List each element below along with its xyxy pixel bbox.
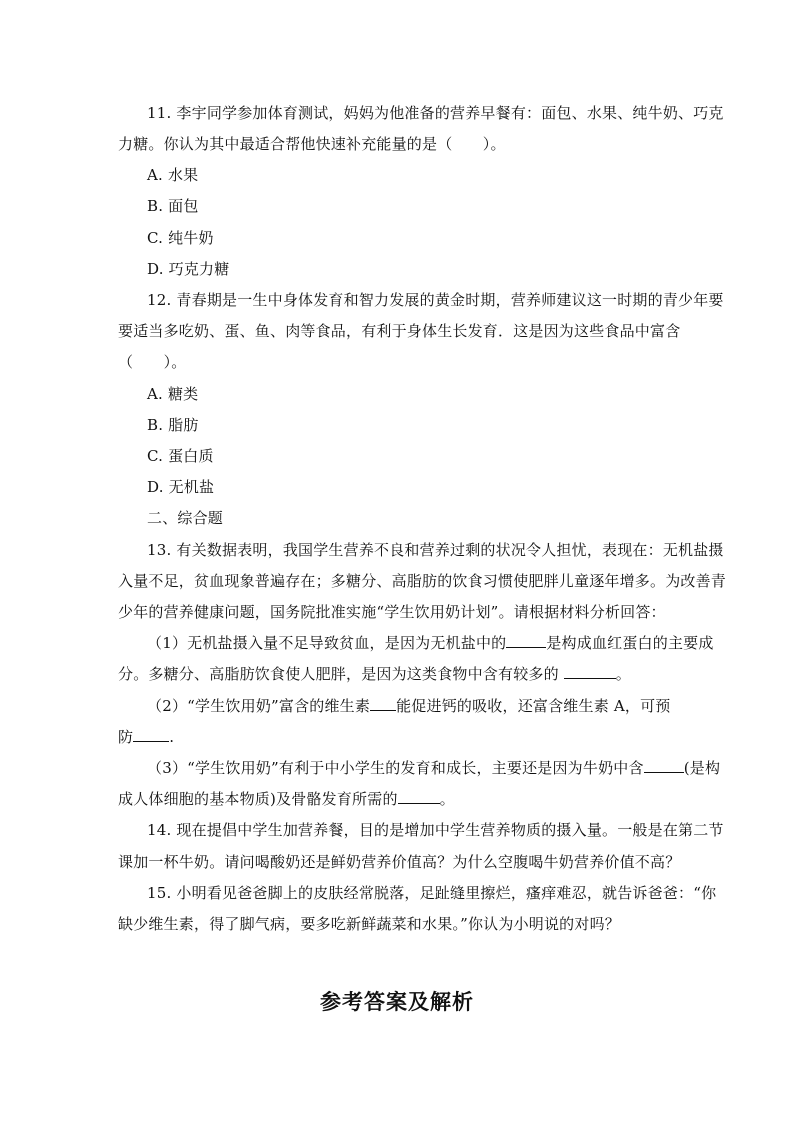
q11-option-d: D. 巧克力糖 — [147, 260, 230, 278]
q13-part2-text-b: 能促进钙的吸收，还富含维生素 A，可预 — [396, 697, 671, 715]
answer-blank — [644, 758, 684, 773]
answer-blank — [398, 789, 440, 804]
q13-part3-line2 — [118, 789, 455, 809]
q13-part1-line2 — [118, 664, 631, 684]
q15-line1: 15. 小明看见爸爸脚上的皮肤经常脱落，足趾缝里擦烂，瘙痒难忍，就告诉爸爸：“你 — [147, 884, 717, 902]
q13-part3-line1 — [147, 758, 720, 778]
q12-line1: 12. 青春期是一生中身体发育和智力发展的黄金时期，营养师建议这一时期的青少年要 — [147, 291, 724, 309]
q12-option-a: A. 糖类 — [147, 385, 199, 403]
q13-part1-text-a: （1）无机盐摄入量不足导致贫血，是因为无机盐中的 — [147, 634, 507, 652]
q13-part2-text-c: 防 — [118, 728, 134, 746]
q13-part3-text-b: (是构 — [683, 759, 721, 777]
q12-option-b: B. 脂肪 — [147, 416, 199, 434]
q13-part2-line1 — [147, 696, 671, 716]
q11-line1: 11. 李宇同学参加体育测试，妈妈为他准备的营养早餐有：面包、水果、纯牛奶、巧克 — [147, 104, 724, 122]
q13-part2-text-d: . — [169, 728, 175, 746]
q12-line3: （ ）。 — [118, 353, 187, 371]
q13-part1-text-c: 分。多糖分、高脂肪饮食使人肥胖，是因为这类食物中含有较多的 — [118, 665, 564, 683]
q13-line2: 入量不足，贫血现象普遍存在；多糖分、高脂肪的饮食习惯使肥胖儿童逐年增多。为改善青 — [118, 572, 727, 590]
q13-line3: 少年的营养健康问题，国务院批准实施“学生饮用奶计划”。请根据材料分析回答： — [118, 603, 666, 621]
answer-blank — [506, 633, 546, 648]
q13-part1-text-d: 。 — [615, 665, 631, 683]
q13-part3-text-d: 。 — [439, 790, 455, 808]
q13-part2-line2 — [118, 727, 174, 747]
q13-part1-line1 — [147, 633, 714, 653]
q14-line2: 课加一杯牛奶。请问喝酸奶还是鲜奶营养价值高？为什么空腹喝牛奶营养价值不高？ — [118, 853, 681, 871]
q14-line1: 14. 现在提倡中学生加营养餐，目的是增加中学生营养物质的摄入量。一般是在第二节 — [147, 821, 724, 839]
q13-part1-text-b: 是构成血红蛋白的主要成 — [546, 634, 714, 652]
answer-blank — [133, 727, 169, 742]
q13-part3-text-a: （3）“学生饮用奶”有利于中小学生的发育和成长，主要还是因为牛奶中含 — [147, 759, 644, 777]
answer-heading: 参考答案及解析 — [320, 989, 474, 1014]
q12-option-c: C. 蛋白质 — [147, 447, 214, 465]
q12-line2: 要适当多吃奶、蛋、鱼、肉等食品，有利于身体生长发育．这是因为这些食品中富含 — [118, 322, 681, 340]
q13-line1: 13. 有关数据表明，我国学生营养不良和营养过剩的状况令人担忧，表现在：无机盐摄 — [147, 541, 724, 559]
q11-option-b: B. 面包 — [147, 197, 199, 215]
answer-blank — [564, 664, 616, 679]
q11-line2: 力糖。你认为其中最适合帮他快速补充能量的是（ ）。 — [118, 135, 506, 153]
q15-line2: 缺少维生素，得了脚气病，要多吃新鲜蔬菜和水果。”你认为小明说的对吗？ — [118, 915, 620, 933]
q13-part3-text-c: 成人体细胞的基本物质)及骨骼发育所需的 — [118, 790, 398, 808]
section-heading: 二、综合题 — [147, 509, 224, 527]
answer-blank — [370, 696, 396, 711]
q12-option-d: D. 无机盐 — [147, 478, 215, 496]
q11-option-c: C. 纯牛奶 — [147, 229, 214, 247]
q13-part2-text-a: （2）“学生饮用奶”富含的维生素 — [147, 697, 371, 715]
q11-option-a: A. 水果 — [147, 166, 199, 184]
